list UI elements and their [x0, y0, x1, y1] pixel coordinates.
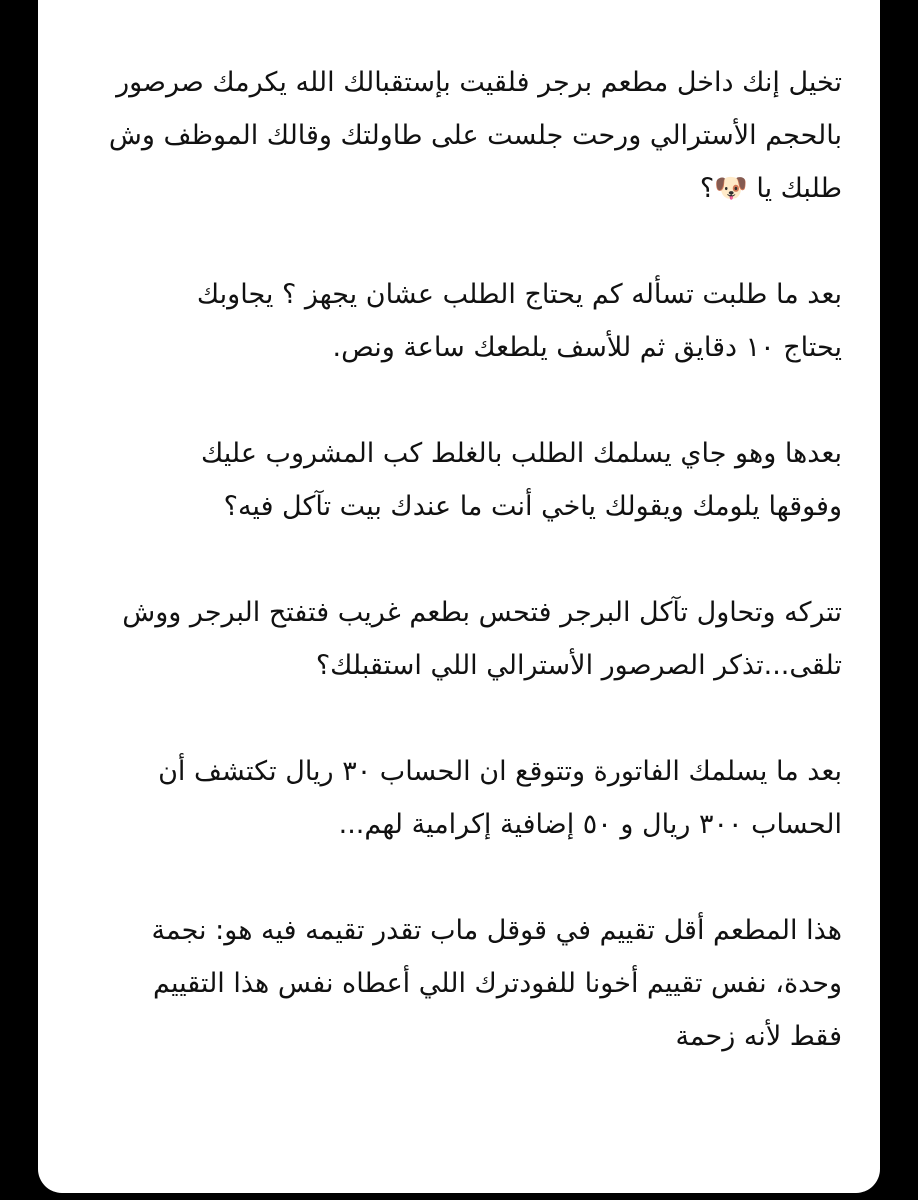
paragraph-1	[90, 56, 842, 215]
paragraph-3	[90, 427, 842, 533]
paragraph-line: تلقى...تذكر الصرصور الأسترالي اللي استقبلك؟	[315, 650, 842, 681]
paragraph-line: طلبك يا 🐶؟	[699, 173, 842, 204]
paragraph-2	[90, 268, 842, 374]
paragraph-6	[90, 904, 842, 1063]
paragraph-5	[90, 745, 842, 851]
post-card	[38, 0, 880, 1193]
paragraph-line: بعدها وهو جاي يسلمك الطلب بالغلط كب المشروب عليك	[201, 438, 842, 469]
paragraph-line: الحساب ٣٠٠ ريال و ٥٠ إضافية إكرامية لهم...	[338, 809, 842, 840]
paragraph-line: يحتاج ١٠ دقايق ثم للأسف يلطعك ساعة ونص.	[332, 332, 842, 363]
paragraph-line: وحدة، نفس تقييم أخونا للفودترك اللي أعطاه نفس هذا التقييم	[153, 968, 842, 999]
paragraph-line: بعد ما طلبت تسأله كم يحتاج الطلب عشان يجهز ؟ يجاوبك	[196, 279, 842, 310]
paragraph-line: فقط لأنه زحمة	[675, 1021, 842, 1052]
paragraph-line: هذا المطعم أقل تقييم في قوقل ماب تقدر تقيمه فيه هو: نجمة	[151, 915, 842, 946]
post-text	[90, 56, 842, 1116]
paragraph-line: وفوقها يلومك ويقولك ياخي أنت ما عندك بيت تآكل فيه؟	[223, 491, 842, 522]
paragraph-4	[90, 586, 842, 692]
paragraph-line: تخيل إنك داخل مطعم برجر فلقيت بإستقبالك الله يكرمك صرصور	[116, 67, 842, 98]
paragraph-line: بالحجم الأسترالي ورحت جلست على طاولتك وقالك الموظف وش	[108, 120, 842, 151]
paragraph-line: تتركه وتحاول تآكل البرجر فتحس بطعم غريب فتفتح البرجر ووش	[122, 597, 842, 628]
paragraph-line: بعد ما يسلمك الفاتورة وتتوقع ان الحساب ٣٠ ريال تكتشف أن	[158, 756, 842, 787]
